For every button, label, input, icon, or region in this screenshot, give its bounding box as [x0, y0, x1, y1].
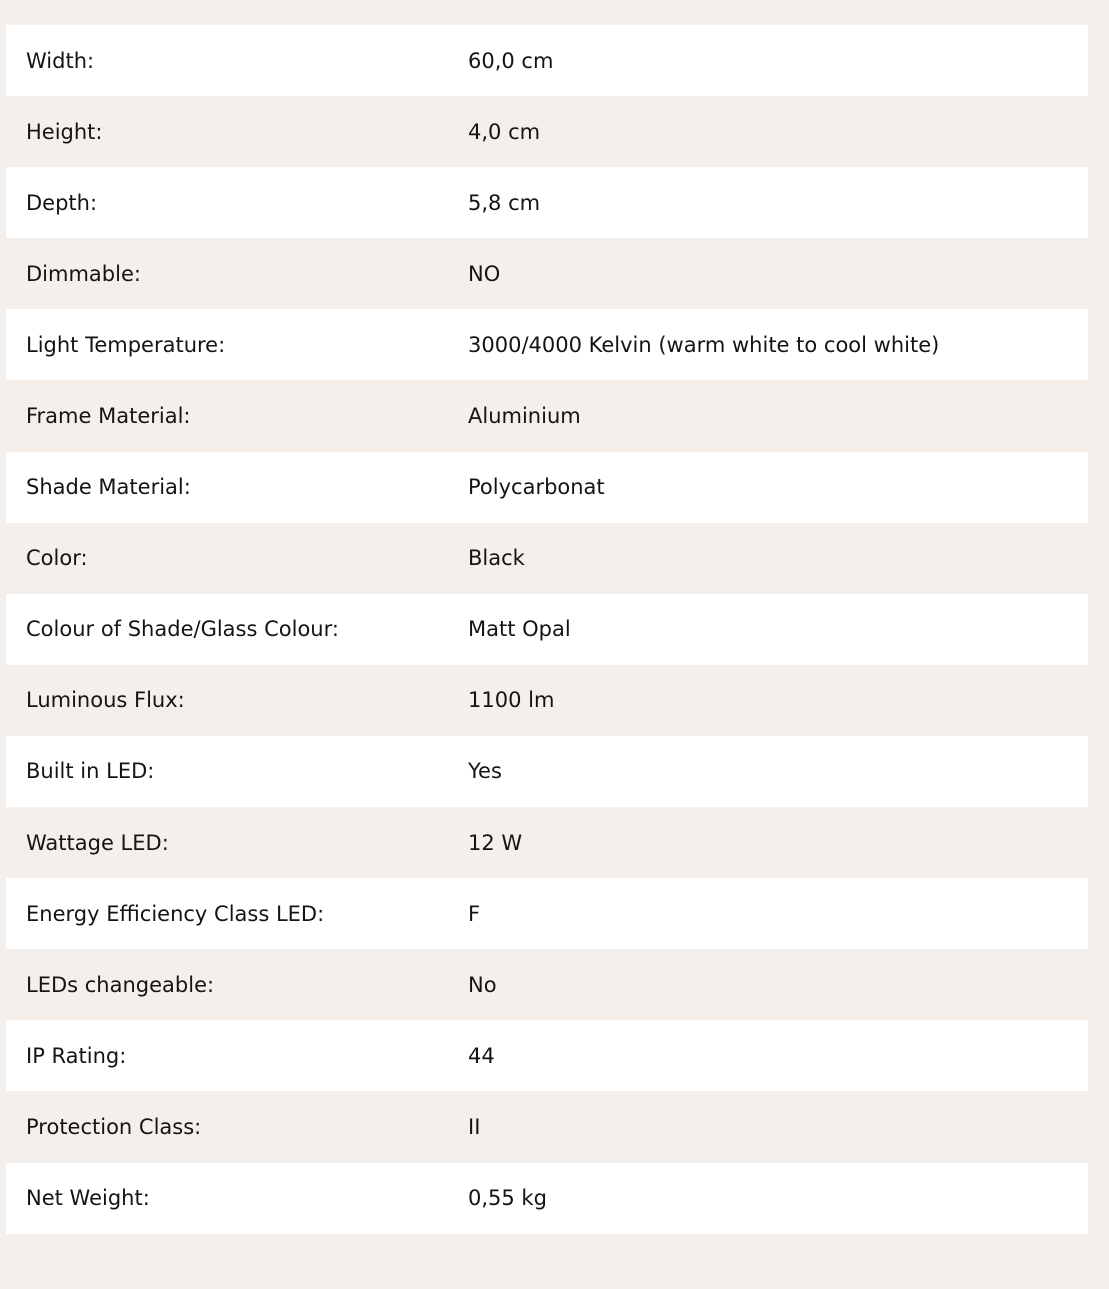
- spec-value: Matt Opal: [468, 617, 571, 642]
- spec-value: 0,55 kg: [468, 1186, 547, 1211]
- spec-label: Built in LED:: [26, 759, 155, 784]
- spec-row-wattage-led: [6, 807, 1088, 878]
- spec-row-light-temperature: [6, 309, 1088, 380]
- spec-label: Net Weight:: [26, 1186, 150, 1211]
- spec-label: Color:: [26, 546, 88, 571]
- spec-row-ip-rating: [6, 1020, 1088, 1091]
- product-specs-table: [6, 25, 1088, 1234]
- spec-row-width: [6, 25, 1088, 96]
- spec-label: IP Rating:: [26, 1043, 127, 1068]
- spec-value: 4,0 cm: [468, 119, 541, 144]
- spec-row-energy-efficiency: [6, 878, 1088, 949]
- spec-row-shade-colour: [6, 594, 1088, 665]
- spec-label: Dimmable:: [26, 261, 141, 286]
- spec-row-frame-material: [6, 380, 1088, 451]
- spec-value: 5,8 cm: [468, 190, 541, 215]
- spec-row-height: [6, 96, 1088, 167]
- spec-value: Yes: [468, 759, 502, 784]
- spec-label: LEDs changeable:: [26, 972, 215, 997]
- spec-label: Depth:: [26, 190, 98, 215]
- spec-value: Polycarbonat: [468, 475, 605, 500]
- spec-row-luminous-flux: [6, 665, 1088, 736]
- spec-row-net-weight: [6, 1163, 1088, 1234]
- spec-row-dimmable: [6, 238, 1088, 309]
- spec-label: Wattage LED:: [26, 830, 169, 855]
- spec-row-built-in-led: [6, 736, 1088, 807]
- spec-value: F: [468, 901, 481, 926]
- spec-label: Protection Class:: [26, 1114, 202, 1139]
- spec-value: Aluminium: [468, 404, 581, 429]
- spec-row-shade-material: [6, 452, 1088, 523]
- spec-label: Light Temperature:: [26, 332, 226, 357]
- spec-value: 60,0 cm: [468, 48, 554, 73]
- spec-row-color: [6, 523, 1088, 594]
- spec-value: 12 W: [468, 830, 523, 855]
- spec-row-protection-class: [6, 1091, 1088, 1162]
- spec-label: Width:: [26, 48, 95, 73]
- spec-label: Height:: [26, 119, 103, 144]
- spec-label: Colour of Shade/Glass Colour:: [26, 617, 339, 642]
- spec-label: Shade Material:: [26, 475, 191, 500]
- spec-value: 1100 lm: [468, 688, 555, 713]
- spec-value: 3000/4000 Kelvin (warm white to cool white): [468, 332, 940, 357]
- spec-row-leds-changeable: [6, 949, 1088, 1020]
- spec-label: Frame Material:: [26, 404, 191, 429]
- specs-table-body: [6, 25, 1088, 1234]
- spec-label: Energy Efficiency Class LED:: [26, 901, 325, 926]
- spec-value: 44: [468, 1043, 495, 1068]
- spec-value: No: [468, 972, 497, 997]
- spec-value: NO: [468, 261, 501, 286]
- spec-value: II: [468, 1114, 481, 1139]
- spec-label: Luminous Flux:: [26, 688, 185, 713]
- spec-value: Black: [468, 546, 525, 571]
- spec-row-depth: [6, 167, 1088, 238]
